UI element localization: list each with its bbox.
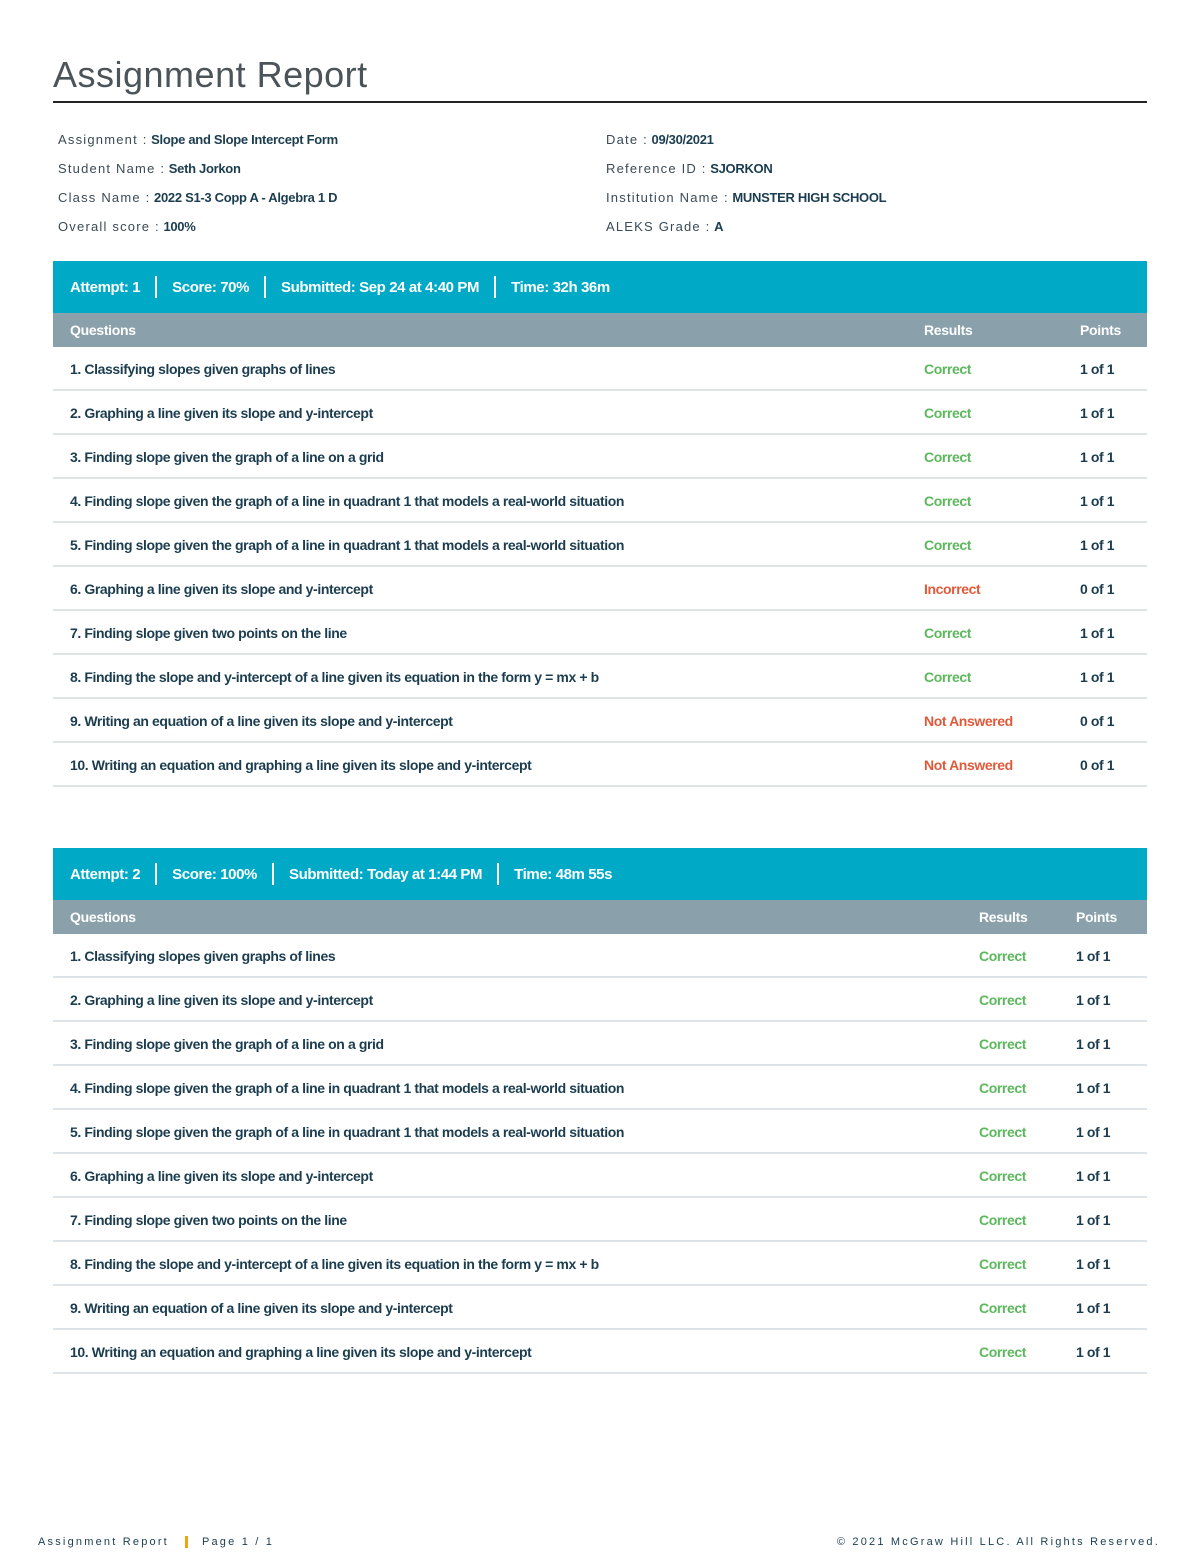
table-row bbox=[53, 1242, 1147, 1286]
question-points: 1 of 1 bbox=[1076, 1256, 1111, 1272]
column-header-row bbox=[53, 313, 1147, 347]
question-points: 1 of 1 bbox=[1080, 625, 1115, 641]
page-title: Assignment Report bbox=[53, 54, 368, 95]
info-row-student-name bbox=[58, 160, 338, 189]
info-value: Slope and Slope Intercept Form bbox=[151, 132, 338, 147]
table-row bbox=[53, 523, 1147, 567]
header-divider bbox=[272, 863, 274, 885]
table-row bbox=[53, 479, 1147, 523]
attempt-number: Attempt: 2 bbox=[70, 865, 141, 883]
question-points: 1 of 1 bbox=[1080, 361, 1115, 377]
question-result: Correct bbox=[979, 1344, 1026, 1360]
table-row bbox=[53, 611, 1147, 655]
question-points: 1 of 1 bbox=[1076, 1080, 1111, 1096]
footer-page-number: Page 1 / 1 bbox=[201, 1536, 275, 1548]
question-result: Correct bbox=[979, 1300, 1026, 1316]
question-points: 1 of 1 bbox=[1080, 669, 1115, 685]
attempt-time: Time: 32h 36m bbox=[511, 278, 610, 296]
table-row bbox=[53, 1330, 1147, 1374]
info-left-column bbox=[58, 131, 338, 247]
table-row bbox=[53, 934, 1147, 978]
question-points: 1 of 1 bbox=[1076, 1300, 1111, 1316]
info-row-date bbox=[606, 131, 886, 160]
table-row bbox=[53, 743, 1147, 787]
question-title: 8. Finding the slope and y-intercept of a line given its equation in the form y = mx + b bbox=[70, 1256, 599, 1272]
question-result: Correct bbox=[979, 1036, 1026, 1052]
footer-left bbox=[38, 1536, 274, 1548]
question-title: 8. Finding the slope and y-intercept of a line given its equation in the form y = mx + b bbox=[70, 669, 599, 685]
attempt-score: Score: 100% bbox=[172, 865, 257, 883]
column-header-row bbox=[53, 900, 1147, 934]
info-row-assignment bbox=[58, 131, 338, 160]
table-row bbox=[53, 347, 1147, 391]
info-label: Date : bbox=[606, 132, 648, 147]
question-result: Correct bbox=[979, 1080, 1026, 1096]
column-header-results: Results bbox=[924, 322, 973, 338]
info-row-institution bbox=[606, 189, 886, 218]
question-title: 7. Finding slope given two points on the line bbox=[70, 625, 347, 641]
question-result: Correct bbox=[924, 493, 971, 509]
question-title: 9. Writing an equation of a line given its slope and y-intercept bbox=[70, 713, 453, 729]
table-row bbox=[53, 1198, 1147, 1242]
question-result: Correct bbox=[924, 669, 971, 685]
question-result: Incorrect bbox=[924, 581, 981, 597]
attempt-time: Time: 48m 55s bbox=[514, 865, 613, 883]
question-title: 7. Finding slope given two points on the line bbox=[70, 1212, 347, 1228]
table-row bbox=[53, 978, 1147, 1022]
header-divider bbox=[155, 276, 157, 298]
info-label: Assignment : bbox=[58, 132, 148, 147]
question-result: Correct bbox=[979, 1124, 1026, 1140]
question-title: 4. Finding slope given the graph of a line in quadrant 1 that models a real-world situation bbox=[70, 493, 624, 509]
footer-accent-bar bbox=[185, 1536, 188, 1548]
attempt-1-section bbox=[53, 261, 1147, 787]
question-points: 1 of 1 bbox=[1076, 1344, 1111, 1360]
question-result: Correct bbox=[979, 1168, 1026, 1184]
question-title: 5. Finding slope given the graph of a line in quadrant 1 that models a real-world situation bbox=[70, 1124, 624, 1140]
question-result: Correct bbox=[979, 992, 1026, 1008]
column-header-results: Results bbox=[979, 909, 1028, 925]
question-points: 1 of 1 bbox=[1076, 1124, 1111, 1140]
question-title: 1. Classifying slopes given graphs of lines bbox=[70, 361, 336, 377]
question-title: 3. Finding slope given the graph of a line on a grid bbox=[70, 449, 384, 465]
question-points: 1 of 1 bbox=[1076, 992, 1111, 1008]
question-title: 1. Classifying slopes given graphs of lines bbox=[70, 948, 336, 964]
info-value: MUNSTER HIGH SCHOOL bbox=[732, 190, 887, 205]
attempt-2-section bbox=[53, 848, 1147, 1374]
attempt-number: Attempt: 1 bbox=[70, 278, 141, 296]
question-result: Correct bbox=[979, 1212, 1026, 1228]
question-result: Correct bbox=[924, 449, 971, 465]
question-result: Correct bbox=[979, 948, 1026, 964]
question-points: 1 of 1 bbox=[1080, 493, 1115, 509]
header-divider bbox=[497, 863, 499, 885]
info-value: SJORKON bbox=[710, 161, 773, 176]
header-divider bbox=[264, 276, 266, 298]
column-header-questions: Questions bbox=[70, 909, 136, 925]
question-result: Correct bbox=[924, 625, 971, 641]
info-row-class-name bbox=[58, 189, 338, 218]
info-label: Overall score : bbox=[58, 219, 160, 234]
info-value: Seth Jorkon bbox=[168, 161, 241, 176]
header-divider bbox=[494, 276, 496, 298]
table-row bbox=[53, 567, 1147, 611]
info-label: Student Name : bbox=[58, 161, 166, 176]
info-label: Class Name : bbox=[58, 190, 151, 205]
question-title: 3. Finding slope given the graph of a line on a grid bbox=[70, 1036, 384, 1052]
attempt-submitted: Submitted: Today at 1:44 PM bbox=[289, 865, 483, 883]
table-row bbox=[53, 1110, 1147, 1154]
info-right-column bbox=[606, 131, 886, 247]
info-value: 100% bbox=[163, 219, 196, 234]
info-row-aleks-grade bbox=[606, 218, 886, 247]
question-result: Correct bbox=[924, 361, 971, 377]
info-value: A bbox=[714, 219, 724, 234]
question-points: 1 of 1 bbox=[1076, 1036, 1111, 1052]
table-row bbox=[53, 435, 1147, 479]
question-points: 1 of 1 bbox=[1076, 1212, 1111, 1228]
question-points: 0 of 1 bbox=[1080, 713, 1115, 729]
attempt-score: Score: 70% bbox=[172, 278, 250, 296]
question-title: 2. Graphing a line given its slope and y-intercept bbox=[70, 405, 373, 421]
question-title: 4. Finding slope given the graph of a line in quadrant 1 that models a real-world situation bbox=[70, 1080, 624, 1096]
attempt-header bbox=[53, 848, 1147, 900]
attempt-header bbox=[53, 261, 1147, 313]
footer-report-label: Assignment Report bbox=[38, 1536, 169, 1548]
info-row-reference-id bbox=[606, 160, 886, 189]
column-header-points: Points bbox=[1080, 322, 1121, 338]
question-title: 9. Writing an equation of a line given its slope and y-intercept bbox=[70, 1300, 453, 1316]
table-row bbox=[53, 1066, 1147, 1110]
question-title: 6. Graphing a line given its slope and y-intercept bbox=[70, 581, 373, 597]
attempt-submitted: Submitted: Sep 24 at 4:40 PM bbox=[281, 278, 480, 296]
question-result: Not Answered bbox=[924, 713, 1013, 729]
info-value: 2022 S1-3 Copp A - Algebra 1 D bbox=[154, 190, 338, 205]
question-title: 6. Graphing a line given its slope and y-intercept bbox=[70, 1168, 373, 1184]
question-result: Correct bbox=[924, 537, 971, 553]
question-points: 0 of 1 bbox=[1080, 757, 1115, 773]
question-title: 10. Writing an equation and graphing a line given its slope and y-intercept bbox=[70, 1344, 532, 1360]
question-points: 0 of 1 bbox=[1080, 581, 1115, 597]
column-header-questions: Questions bbox=[70, 322, 136, 338]
title-divider bbox=[53, 101, 1147, 103]
question-points: 1 of 1 bbox=[1076, 1168, 1111, 1184]
question-title: 10. Writing an equation and graphing a line given its slope and y-intercept bbox=[70, 757, 532, 773]
info-label: Reference ID : bbox=[606, 161, 707, 176]
info-value: 09/30/2021 bbox=[651, 132, 714, 147]
table-row bbox=[53, 699, 1147, 743]
info-row-overall-score bbox=[58, 218, 338, 247]
column-header-points: Points bbox=[1076, 909, 1117, 925]
header-divider bbox=[155, 863, 157, 885]
question-result: Correct bbox=[979, 1256, 1026, 1272]
question-points: 1 of 1 bbox=[1076, 948, 1111, 964]
question-result: Not Answered bbox=[924, 757, 1013, 773]
table-row bbox=[53, 391, 1147, 435]
table-row bbox=[53, 1154, 1147, 1198]
table-row bbox=[53, 1022, 1147, 1066]
info-label: Institution Name : bbox=[606, 190, 729, 205]
info-label: ALEKS Grade : bbox=[606, 219, 711, 234]
question-result: Correct bbox=[924, 405, 971, 421]
question-points: 1 of 1 bbox=[1080, 537, 1115, 553]
table-row bbox=[53, 1286, 1147, 1330]
table-row bbox=[53, 655, 1147, 699]
question-title: 2. Graphing a line given its slope and y-intercept bbox=[70, 992, 373, 1008]
question-points: 1 of 1 bbox=[1080, 449, 1115, 465]
question-title: 5. Finding slope given the graph of a line in quadrant 1 that models a real-world situation bbox=[70, 537, 624, 553]
footer-copyright: © 2021 McGraw Hill LLC. All Rights Reserved. bbox=[836, 1536, 1160, 1548]
question-points: 1 of 1 bbox=[1080, 405, 1115, 421]
